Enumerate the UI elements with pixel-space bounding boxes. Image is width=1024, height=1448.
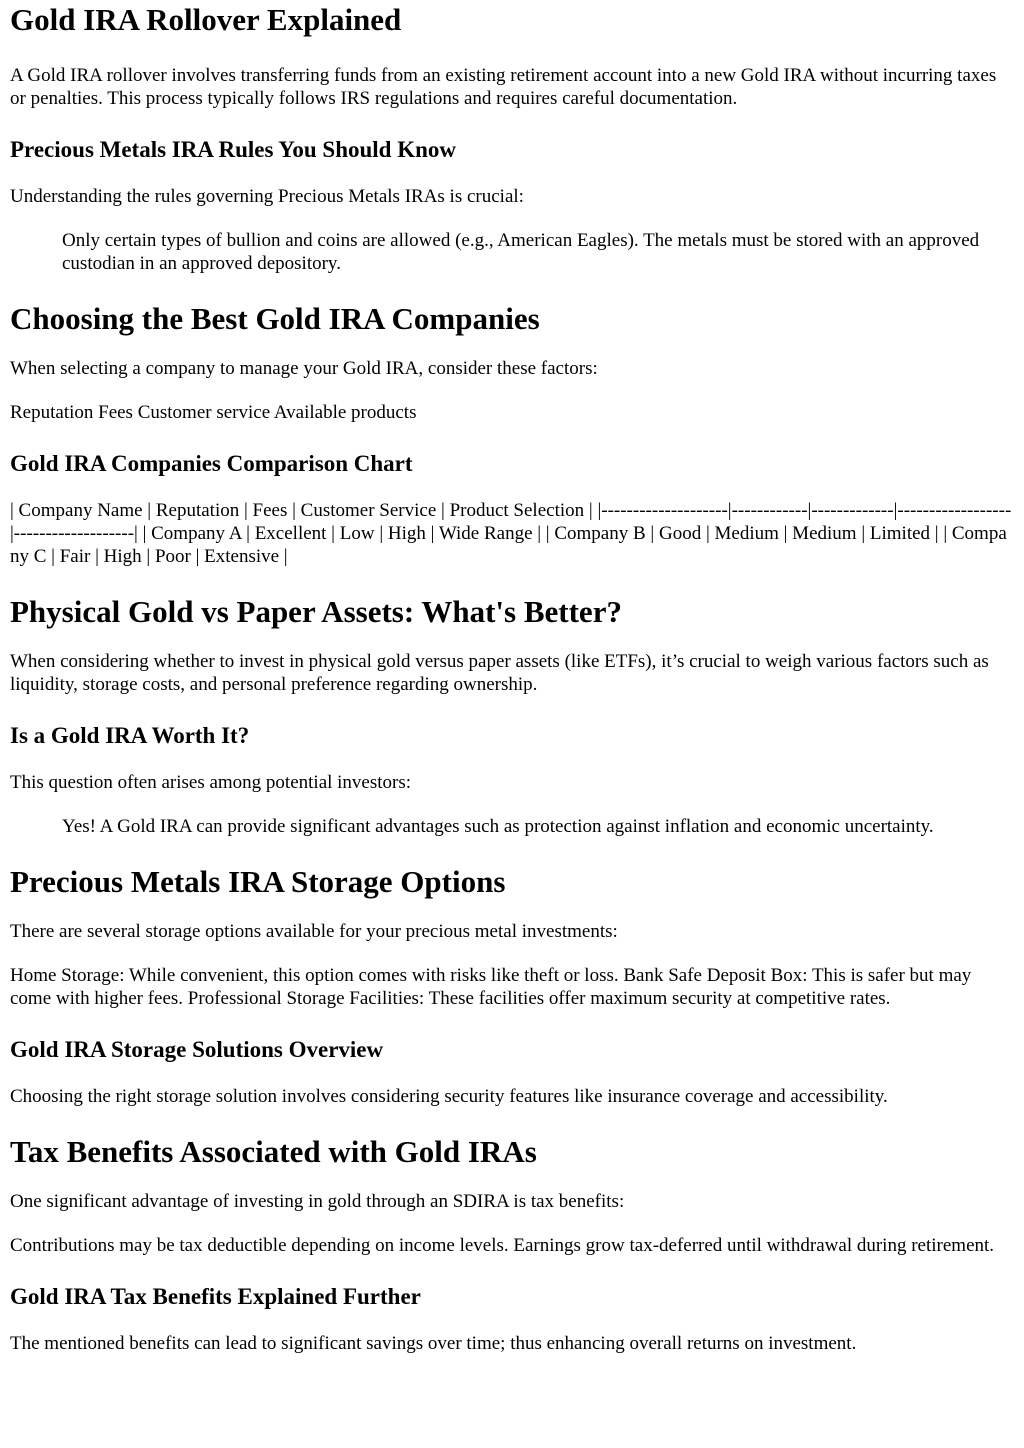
companies-heading: Choosing the Best Gold IRA Companies bbox=[10, 301, 540, 336]
tax-points: Contributions may be tax deductible depending on income levels. Earnings grow tax-deferred until withdrawal during retirement. bbox=[10, 1235, 995, 1256]
tax-heading: Tax Benefits Associated with Gold IRAs bbox=[10, 1134, 537, 1169]
storage-options: Home Storage: While convenient, this option comes with risks like theft or loss. Bank Safe Deposit Box: This is safer but may come with higher fees. Professional Storage Facilities: These facilities offer maximum security at competitive rates. bbox=[10, 965, 972, 1009]
storage-overview-heading: Gold IRA Storage Solutions Overview bbox=[10, 1037, 384, 1062]
comparison-chart-text: | Company Name | Reputation | Fees | Customer Service | Product Selection | |--------------------|------------|-------------|------------------|-------------------| | Company A | Excellent | Low | High | Wide Range | | Company B | Good | Medium | Medium | Limited | | Company C | Fair | High | Poor | Extensive | bbox=[10, 500, 1012, 567]
page-title: Gold IRA Rollover Explained bbox=[10, 2, 402, 37]
storage-heading: Precious Metals IRA Storage Options bbox=[10, 864, 506, 899]
companies-factors: Reputation Fees Customer service Available products bbox=[10, 402, 417, 423]
worth-heading: Is a Gold IRA Worth It? bbox=[10, 723, 250, 748]
worth-quote: Yes! A Gold IRA can provide significant advantages such as protection against inflation and economic uncertainty. bbox=[62, 816, 934, 837]
tax-further-body: The mentioned benefits can lead to significant savings over time; thus enhancing overall returns on investment. bbox=[10, 1333, 857, 1354]
rules-quote: Only certain types of bullion and coins are allowed (e.g., American Eagles). The metals must be stored with an approved custodian in an approved depository. bbox=[62, 230, 980, 274]
intro-paragraph: A Gold IRA rollover involves transferring funds from an existing retirement account into a new Gold IRA without incurring taxes or penalties. This process typically follows IRS regulations and requires careful documentation. bbox=[10, 65, 997, 109]
tax-further-heading: Gold IRA Tax Benefits Explained Further bbox=[10, 1284, 421, 1309]
physical-body: When considering whether to invest in physical gold versus paper assets (like ETFs), it’s crucial to weigh various factors such as liquidity, storage costs, and personal preference regarding ownership. bbox=[10, 651, 989, 695]
companies-lead: When selecting a company to manage your Gold IRA, consider these factors: bbox=[10, 358, 598, 379]
storage-overview-body: Choosing the right storage solution involves considering security features like insurance coverage and accessibility. bbox=[10, 1086, 888, 1107]
comparison-chart-heading: Gold IRA Companies Comparison Chart bbox=[10, 451, 413, 476]
rules-lead: Understanding the rules governing Precious Metals IRAs is crucial: bbox=[10, 186, 524, 207]
storage-lead: There are several storage options available for your precious metal investments: bbox=[10, 921, 618, 942]
physical-heading: Physical Gold vs Paper Assets: What's Better? bbox=[10, 594, 622, 629]
worth-lead: This question often arises among potential investors: bbox=[10, 772, 412, 793]
rules-heading: Precious Metals IRA Rules You Should Know bbox=[10, 137, 457, 162]
tax-lead: One significant advantage of investing in gold through an SDIRA is tax benefits: bbox=[10, 1191, 625, 1212]
